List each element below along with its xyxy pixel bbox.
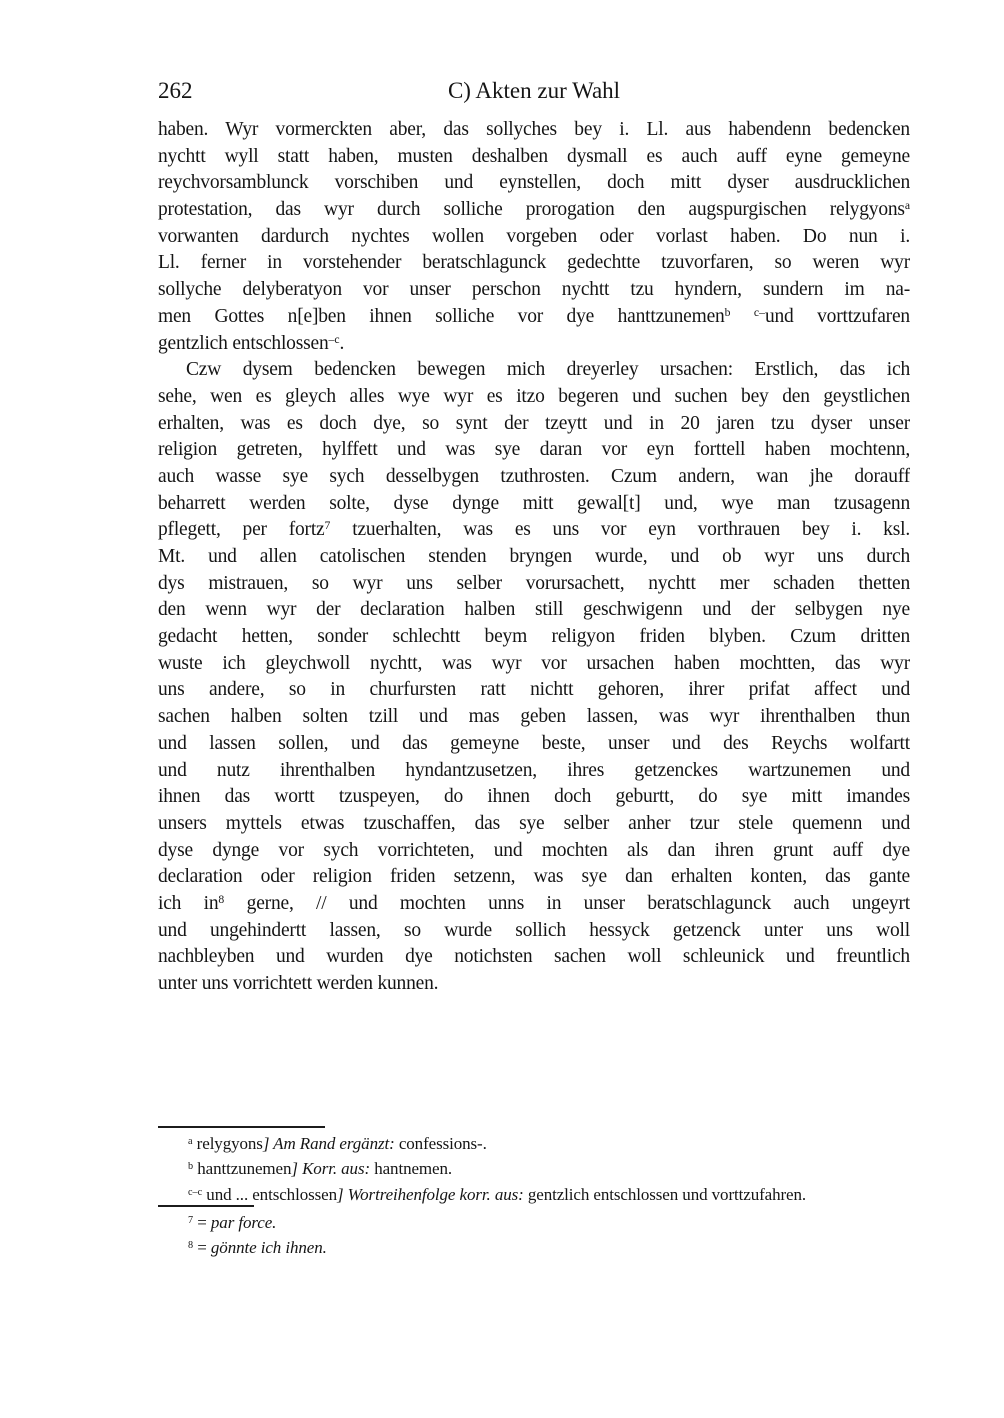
text-line (158, 1210, 910, 1235)
text-segment: hanttzunemen (193, 1159, 292, 1179)
text-segment: und vorttzufaren (764, 305, 910, 327)
text-segment: uns andere, so in churfursten ratt nichtt gehoren, ihrer prifat affect und (158, 679, 910, 701)
text-segment: = (193, 1213, 211, 1232)
text-line (158, 411, 910, 438)
text-line (158, 864, 910, 891)
text-segment: reychvorsamblunck vorschiben und eynstellen, doch mitt dyser ausdrucklichen (158, 172, 910, 194)
text-segment: gedacht hetten, sonder schlechtt beym religyon friden blyben. Czum dritten (158, 626, 910, 648)
text-segment: nachbleyben und wurden dye notichsten sachen woll schleunick und freuntlich (158, 946, 910, 968)
text-segment: auch wasse sye sych desselbygen tzuthrosten. Czum andern, wan jhe dorauff (158, 465, 910, 487)
text-line (158, 731, 910, 758)
text-segment: unsers myttels etwas tzuschaffen, das sye selber anher tzur stele quemenn und (158, 812, 910, 834)
superscript-mark: a (188, 1135, 193, 1147)
text-line (158, 677, 910, 704)
text-segment: relygyons (192, 1134, 263, 1153)
page-header (158, 78, 910, 108)
text-segment: Ll. ferner in vorstehender beratschlagunck gedechtte tzuvorfaren, so weren wyr (158, 252, 910, 274)
text-line (158, 971, 910, 998)
superscript-mark: 8 (218, 893, 225, 907)
text-line (158, 224, 910, 251)
text-line (158, 838, 910, 865)
text-segment: nychtt wyll statt haben, musten deshalben dysmall es auch auff eyne gemeyne (158, 145, 910, 167)
text-line (158, 197, 910, 224)
text-line (158, 651, 910, 678)
text-segment: ] Am Rand ergänzt: (262, 1134, 395, 1153)
text-segment: sachen halben solten tzill und mas geben lassen, was wyr ihrenthalben thun (158, 706, 910, 728)
text-line (158, 811, 910, 838)
text-segment: und lassen sollen, und das gemeyne beste, unser und des Reychs wolfartt (158, 732, 910, 754)
superscript-mark: c– (753, 305, 765, 319)
superscript-mark: 7 (324, 519, 331, 533)
page-number: 262 (158, 78, 193, 103)
text-line (158, 1182, 910, 1207)
text-line (158, 384, 910, 411)
text-segment: haben. Wyr vormerckten aber, das sollyches bey i. Ll. aus habendenn bedencken (158, 119, 910, 140)
footnote-separator-letters (158, 1126, 325, 1128)
text-line (158, 464, 910, 491)
text-segment: und nutz ihrenthalben hyndantzusetzen, ihres getzenckes wartzunemen und (158, 759, 910, 781)
superscript-mark: –c (328, 332, 340, 346)
text-line (158, 1131, 910, 1156)
text-segment: pflegett, per fortz (158, 519, 325, 541)
text-line (158, 304, 910, 331)
text-segment: gentzlich entschlossen (158, 332, 329, 354)
text-line (158, 891, 910, 918)
text-segment: . (339, 332, 345, 354)
superscript-mark: a (904, 199, 910, 213)
text-line (158, 624, 910, 651)
running-header: C) Akten zur Wahl (447, 78, 621, 103)
superscript-mark: b (188, 1161, 194, 1173)
superscript-mark: c–c (188, 1186, 203, 1198)
text-segment: dys mistrauen, so wyr uns selber vorursachett, nychtt mer schaden thetten (158, 572, 910, 594)
text-line (158, 944, 910, 971)
text-line (158, 331, 910, 358)
text-segment: und ... entschlossen (202, 1184, 337, 1204)
text-segment: par force. (210, 1213, 277, 1232)
text-segment: = (193, 1238, 211, 1258)
text-segment: confessions-. (394, 1134, 487, 1153)
text-line (158, 117, 910, 144)
text-segment: declaration oder religion friden setzenn, was sye dan erhalten konten, das gante (158, 866, 910, 888)
text-segment: den wenn wyr der declaration halben still geschwigenn und der selbygen nye (158, 599, 910, 621)
text-line (158, 170, 910, 197)
text-segment: Czw dysem bedencken bewegen mich dreyerley ursachen: Erstlich, das ich (186, 359, 910, 381)
superscript-mark: 8 (188, 1240, 194, 1252)
text-segment (730, 306, 754, 327)
text-line (158, 517, 910, 544)
text-segment: unter uns vorrichtett werden kunnen. (158, 973, 439, 994)
text-line (158, 491, 910, 518)
text-segment: vorwanten dardurch nychtes wollen vorgeben oder vorlast haben. Do nun i. (158, 225, 910, 247)
footnote-separator-numbers (158, 1205, 254, 1207)
text-segment: beharrett werden solte, dyse dynge mitt gewal[t] und, wye man tzusagenn (158, 492, 910, 514)
text-segment: gönnte ich ihnen. (210, 1238, 327, 1258)
text-segment: gerne, // und mochten unns in unser beratschlagunck auch ungeyrt (224, 892, 910, 914)
text-segment: ihnen das wortt tzuspeyen, do ihnen doch geburtt, do sye mitt imandes (158, 786, 910, 808)
text-segment: protestation, das wyr durch solliche prorogation den augspurgischen relygyons (158, 199, 905, 221)
text-line (158, 704, 910, 731)
text-segment: tzuerhalten, was es uns vor eyn vorthrauen bey i. ksl. (330, 519, 910, 541)
text-segment: und ungehindertt lassen, so wurde sollich hessyck getzenck unter uns woll (158, 919, 910, 941)
text-line (158, 758, 910, 785)
text-segment: dyse dynge vor sych vorrichteten, und mochten als dan ihren grunt auff dye (158, 839, 910, 861)
text-line (158, 597, 910, 624)
footnotes-numbers (158, 1210, 910, 1261)
text-segment: sehe, wen es gleych alles wye wyr es itzo begeren und suchen bey den geystlichen (158, 385, 910, 407)
text-line (158, 918, 910, 945)
text-segment: erhalten, was es doch dye, so synt der tzeytt und in 20 jaren tzu dyser unser (158, 412, 910, 434)
text-segment: men Gottes n[e]ben ihnen solliche vor dye hanttzunemen (158, 305, 725, 327)
text-line (158, 357, 910, 384)
text-line (158, 277, 910, 304)
body-text (158, 117, 910, 998)
text-line (158, 544, 910, 571)
text-line (158, 784, 910, 811)
text-segment: sollyche delyberatyon vor unser perschon nychtt tzu hyndern, sundern im na- (158, 279, 910, 301)
text-segment: gentzlich entschlossen und vorttzufahren. (523, 1184, 807, 1204)
text-segment: ich in (158, 892, 219, 914)
text-segment: ] Korr. aus: (291, 1159, 371, 1179)
superscript-mark: 7 (188, 1214, 194, 1226)
text-line (158, 144, 910, 171)
text-line (158, 1235, 910, 1260)
text-line (158, 1156, 910, 1181)
text-segment: wuste ich gleychwoll nychtt, was wyr vor ursachen haben mochtten, das wyr (158, 652, 910, 674)
footnotes-letters (158, 1131, 910, 1207)
text-segment: ] Wortreihenfolge korr. aus: (336, 1184, 524, 1204)
text-line (158, 437, 910, 464)
superscript-mark: b (724, 305, 731, 319)
text-segment: religion getreten, hylffett und was sye daran vor eyn forttell haben mochtenn, (158, 439, 910, 461)
text-segment: Mt. und allen catolischen stenden bryngen wurde, und ob wyr uns durch (158, 546, 910, 567)
text-line (158, 250, 910, 277)
text-segment: hantnemen. (370, 1159, 453, 1179)
text-line (158, 571, 910, 598)
